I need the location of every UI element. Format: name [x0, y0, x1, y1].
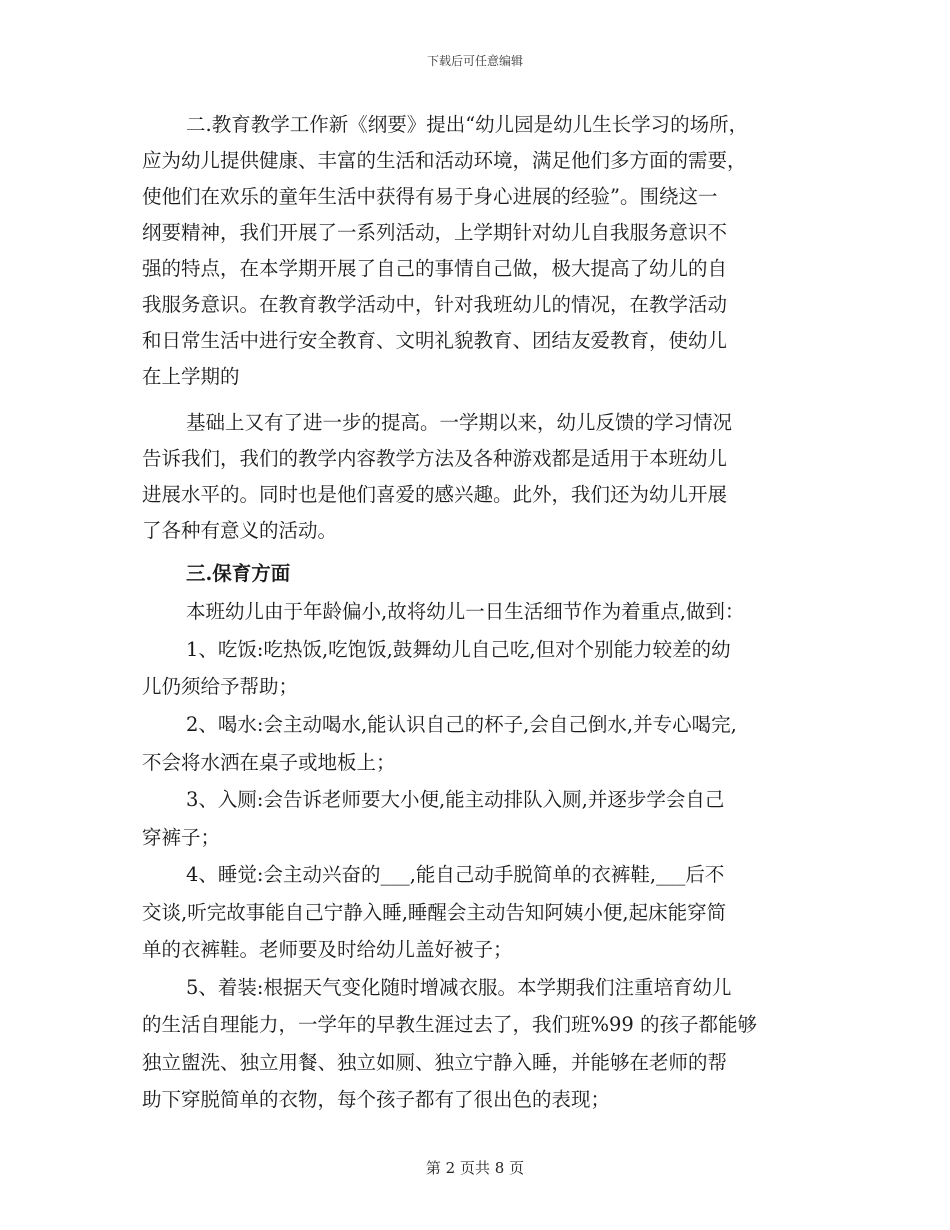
text-line: 应为幼儿提供健康、丰富的生活和活动环境，满足他们多方面的需要，	[142, 149, 747, 172]
text-line: 告诉我们，我们的教学内容教学方法及各种游戏都是适用于本班幼儿	[142, 447, 728, 470]
text-line: 的生活自理能力，一学年的早教生涯过去了，我们班%99 的孩子都能够	[142, 1013, 758, 1036]
text-line: 二.教育教学工作新《纲要》提出“幼儿园是幼儿生长学习的场所，	[186, 113, 749, 136]
text-line: 4、睡觉:会主动兴奋的___,能自己动手脱简单的衣裤鞋,___后不	[186, 863, 725, 886]
text-line: 2、喝水:会主动喝水,能认识自己的杯子,会自己倒水,并专心喝完,	[186, 713, 737, 736]
page-header: 下载后可任意编辑	[426, 54, 523, 68]
text-line: 本班幼儿由于年龄偏小,故将幼儿一日生活细节作为着重点,做到：	[186, 600, 745, 623]
text-line: 交谈,听完故事能自己宁静入睡,睡醒会主动告知阿姨小便,起床能穿简	[142, 901, 727, 924]
text-line: 5、着装:根据天气变化随时增减衣服。本学期我们注重培育幼儿	[186, 976, 732, 999]
text-line: 基础上又有了进一步的提高。一学期以来，幼儿反馈的学习情况	[186, 411, 733, 434]
text-line: 纲要精神，我们开展了一系列活动，上学期针对幼儿自我服务意识不	[142, 221, 728, 244]
text-line: 和日常生活中进行安全教育、文明礼貌教育、团结友爱教育，使幼儿	[142, 329, 728, 352]
text-line: 助下穿脱简单的衣物，每个孩子都有了很出色的表现；	[142, 1088, 611, 1111]
text-line: 进展水平的。同时也是他们喜爱的感兴趣。此外，我们还为幼儿开展	[142, 483, 728, 506]
text-line: 穿裤子；	[142, 826, 221, 849]
text-line: 强的特点，在本学期开展了自己的事情自己做，极大提高了幼儿的自	[142, 257, 728, 280]
section-heading: 三.保育方面	[186, 562, 291, 585]
text-line: 3、入厕:会告诉老师要大小便,能主动排队入厕,并逐步学会自己	[186, 788, 725, 811]
text-line: 独立盥洗、独立用餐、独立如厕、独立宁静入睡，并能够在老师的帮	[142, 1051, 728, 1074]
text-line: 了各种有意义的活动。	[142, 519, 338, 542]
text-line: 不会将水洒在桌子或地板上；	[142, 751, 396, 774]
text-line: 在上学期的	[142, 365, 240, 388]
text-line: 儿仍须给予帮助；	[142, 675, 299, 698]
text-line: 使他们在欢乐的童年生活中获得有易于身心进展的经验”。围绕这一	[142, 185, 718, 208]
text-line: 1、吃饭:吃热饭,吃饱饭,鼓舞幼儿自己吃,但对个别能力较差的幼	[186, 638, 731, 661]
page-footer: 第 2 页共 8 页	[425, 1159, 525, 1177]
text-line: 我服务意识。在教育教学活动中，针对我班幼儿的情况，在教学活动	[142, 293, 728, 316]
text-line: 单的衣裤鞋。老师要及时给幼儿盖好被子；	[142, 938, 513, 961]
